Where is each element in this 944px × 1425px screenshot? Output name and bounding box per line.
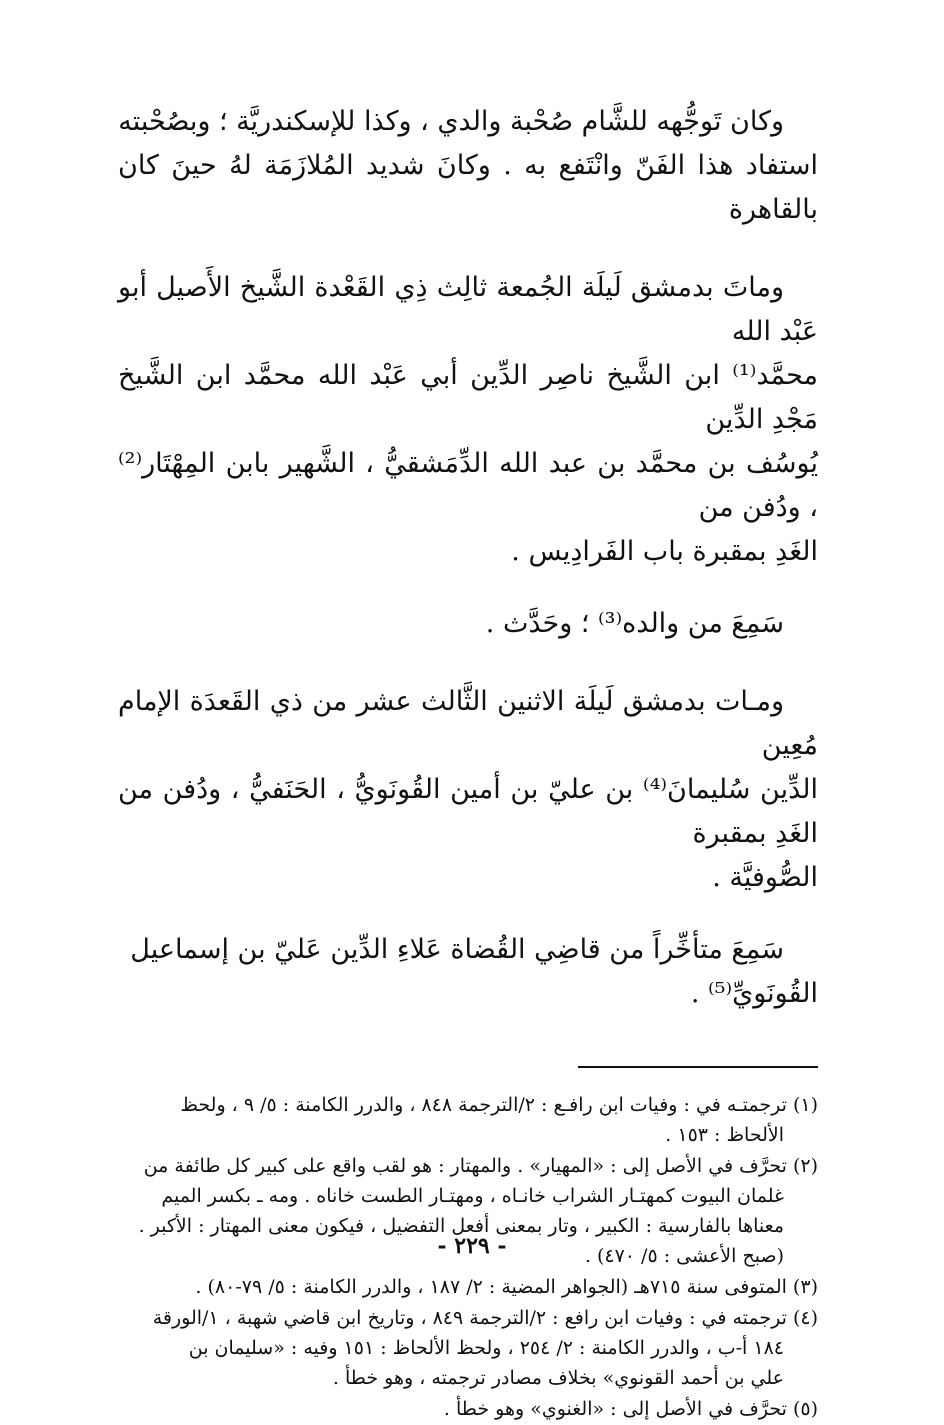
footnote-line: (صبح الأعشى : ٥/ ٤٧٠) . (584, 1245, 784, 1267)
footnote-line: (٥) تحرَّف في الأصل إلى : «الغنوي» وهو خطأ . (443, 1398, 818, 1420)
paragraph-3 (118, 602, 818, 646)
footnote-3 (118, 1272, 818, 1302)
paragraph-line: وكان تَوجُّهه للشَّام صُحْبة والدي ، وكذا للإسكندريَّة ؛ وبصُحْبته (118, 106, 784, 137)
footnote-rule (578, 1066, 818, 1068)
paragraph-line: سَمِعَ من والده⁽³⁾ ؛ وحَدَّث . (485, 608, 784, 639)
paragraph-line: وماتَ بدمشق لَيلَة الجُمعة ثالِث ذِي القَعْدة الشَّيخ الأَصيل أبو عَبْد الله (118, 272, 818, 347)
paragraph-line: ومـات بدمشق لَيلَة الاثنين الثَّالث عشر من ذي القَعدَة الإمام مُعِين (118, 686, 818, 761)
paragraph-line: يُوسُف بن محمَّد بن عبد الله الدِّمَشقيُّ ، الشَّهير بابن المِهْتَار⁽²⁾ ، ودُفن من (118, 448, 818, 523)
paragraph-2 (118, 266, 818, 574)
paragraph-1 (118, 100, 818, 232)
footnote-line: (٤) ترجمته في : وفيات ابن رافع : ٢/الترجمة ٨٤٩ ، وتاريخ ابن قاضي شهبة ، ١/الورقة (152, 1307, 818, 1329)
page-number: - ٢٢٩ - (437, 1233, 507, 1259)
footnote-line: (٢) تحرَّف في الأصل إلى : «المهيار» . والمهتار : هو لقب واقع على كبير كل طائفة من (143, 1155, 818, 1177)
footnote-line: علي بن أحمد القونوي» بخلاف مصادر ترجمته ، وهو خطأ . (332, 1367, 784, 1389)
footnote-line: الألحاظ : ١٥٣ . (665, 1124, 784, 1146)
paragraph-line: الصُّوفيَّة . (712, 862, 818, 893)
paragraph-line: القُونَويِّ⁽⁵⁾ . (690, 978, 818, 1009)
footnote-line: (٣) المتوفى سنة ٧١٥هـ (الجواهر المضية : ٢/ ١٨٧ ، والدرر الكامنة : ٥/ ٧٩-٨٠) . (195, 1276, 818, 1298)
paragraph-5 (118, 928, 818, 1016)
footnote-line: معناها بالفارسية : الكبير ، وتار بمعنى أفعل التفضيل ، فيكون معنى المهتار : الأكبر . (138, 1215, 784, 1237)
paragraph-line: الدِّين سُليمانَ⁽⁴⁾ بن عليّ بن أمين القُونَويُّ ، الحَنَفيُّ ، ودُفن من الغَدِ بمقبرة (118, 774, 818, 849)
footnote-separator (118, 1016, 818, 1068)
paragraph-4 (118, 680, 818, 900)
page-body (118, 100, 818, 1425)
footnote-line: (١) ترجمتـه في : وفيات ابن رافـع : ٢/الترجمة ٨٤٨ ، والدرر الكامنة : ٥/ ٩ ، ولحظ (180, 1094, 818, 1116)
paragraph-line: محمَّد⁽¹⁾ ابن الشَّيخ ناصِر الدِّين أبي عَبْد الله محمَّد ابن الشَّيخ مَجْدِ الدِّين (118, 360, 818, 435)
footnote-line: ١٨٤ أ-ب ، والدرر الكامنة : ٢/ ٢٥٤ ، ولحظ الألحاظ : ١٥١ وفيه : «سليمان بن (188, 1337, 784, 1359)
paragraph-line: سَمِعَ متأخِّراً من قاضِي القُضاة عَلاءِ الدِّين عَليّ بن إسماعيل (130, 934, 784, 965)
paragraph-line: الغَدِ بمقبرة باب الفَرادِيس . (511, 536, 818, 567)
paragraph-line: استفاد هذا الفَنّ وانْتَفع به . وكانَ شديد المُلازَمَة لهُ حينَ كان بالقاهرة (118, 150, 818, 225)
footnote-line: غلمان البيوت كمهتـار الشراب خانـاه ، ومهتـار الطست خاناه . ومه ـ بكسر الميم (161, 1185, 784, 1207)
footnote-5 (118, 1394, 818, 1424)
footnote-4 (118, 1303, 818, 1393)
footnote-1 (118, 1090, 818, 1150)
